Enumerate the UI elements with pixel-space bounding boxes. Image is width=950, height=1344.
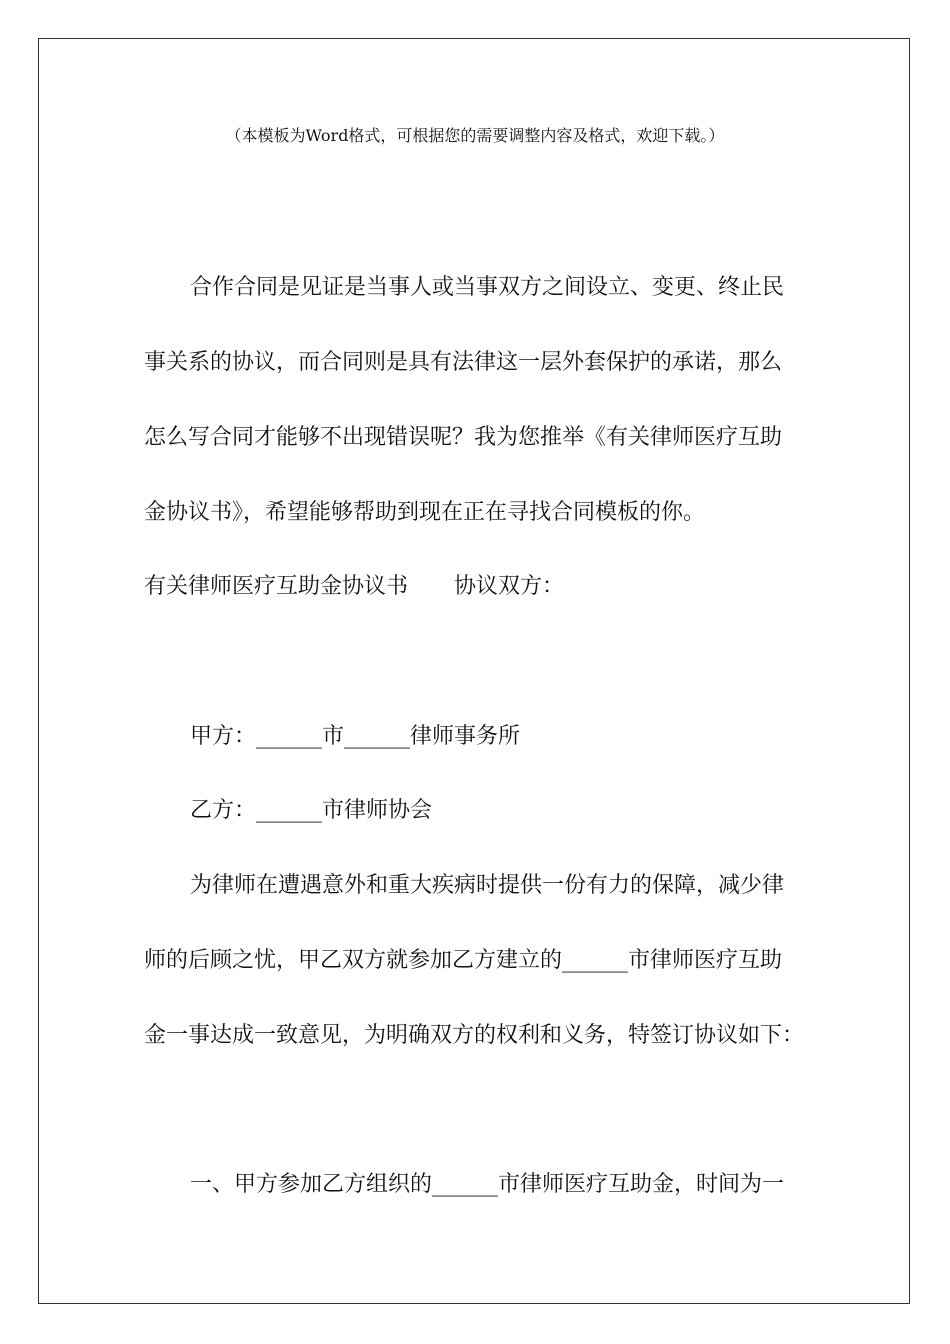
party-a: 甲方：______市______律师事务所 <box>190 724 521 749</box>
agreement-title: 有关律师医疗互助金协议书 <box>144 574 409 599</box>
parties-heading: 协议双方： <box>454 574 565 599</box>
purpose-line-2: 师的后顾之忧，甲乙双方就参加乙方建立的______市律师医疗互助 <box>144 948 783 973</box>
agreement-title-row <box>144 572 564 602</box>
template-note: （本模板为Word格式，可根据您的需要调整内容及格式，欢迎下载。） <box>225 126 725 145</box>
intro-line-2: 事关系的协议，而合同则是具有法律这一层外套保护的承诺，那么 <box>144 350 783 375</box>
intro-line-4: 金协议书》，希望能够帮助到现在正在寻找合同模板的你。 <box>144 500 706 525</box>
intro-line-1: 合作合同是见证是当事人或当事双方之间设立、变更、终止民 <box>190 275 785 300</box>
purpose-line-1: 为律师在遭遇意外和重大疾病时提供一份有力的保障，减少律 <box>190 873 785 898</box>
page-border <box>38 38 910 1304</box>
party-b: 乙方：______市律师协会 <box>190 798 433 823</box>
purpose-line-3: 金一事达成一致意见，为明确双方的权利和义务，特签订协议如下： <box>144 1023 805 1048</box>
intro-line-3: 怎么写合同才能够不出现错误呢？我为您推举《有关律师医疗互助 <box>144 425 783 450</box>
clause-1: 一、甲方参加乙方组织的______市律师医疗互助金，时间为一 <box>190 1172 785 1197</box>
